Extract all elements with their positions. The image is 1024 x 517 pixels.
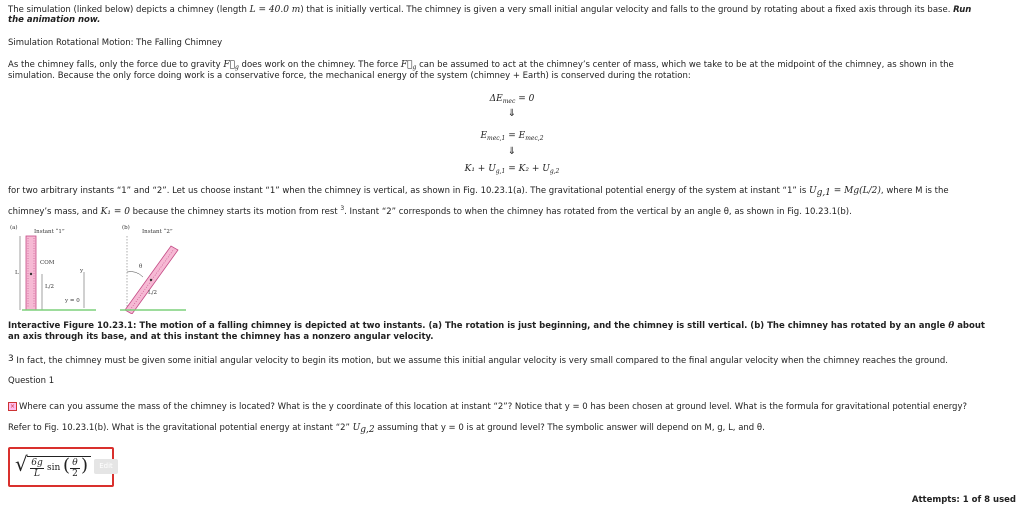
fig-b-label: (b) xyxy=(122,225,130,231)
sqrt-icon: √ xyxy=(15,452,28,476)
intro-text: The simulation (linked below) depicts a chimney (length L = 40.0 m) that is initially vertical. The chimney is given a very small initial angular velocity and falls to the ground by rotating about a fixed axis through its base. Run xyxy=(8,5,972,15)
com-point xyxy=(30,273,32,275)
equation-3: $K_1 + U_{g,1} = K_2 + U_{g,2}$ xyxy=(464,164,560,175)
intro-run: the animation now. xyxy=(8,15,101,25)
arrow-1: ⇓ xyxy=(507,108,517,119)
collapse-icon[interactable]: × xyxy=(9,403,16,410)
equation-2: $E_{mec,1} = E_{mec,2}$ xyxy=(480,131,544,142)
fig-a-instant: Instant “1” xyxy=(34,229,65,235)
svg-text:COM: COM xyxy=(40,260,55,266)
svg-text:θ: θ xyxy=(139,264,143,270)
simulation-link[interactable]: Simulation Rotational Motion: The Falling Chimney xyxy=(8,38,223,48)
svg-text:L: L xyxy=(15,270,19,276)
para-line-2: simulation. Because the only force doing work is a conservative force, the mechanical energy of the system (chimney + Earth) is conserved during the rotation: xyxy=(8,71,691,81)
question-line-2: Refer to Fig. 10.23.1(b). What is the gravitational potential energy at instant “2” $U_{g,2}$ assuming that y = 0 is at ground level? The symbolic answer will depend on M, g, L, and θ. xyxy=(8,423,765,435)
answer-box[interactable]: √ 6g L sin ( θ 2 ) Edit xyxy=(8,447,114,487)
para2-line-2: chimney’s mass, and K₁ = 0 because the chimney starts its motion from rest $^3$. Instant “2” corresponds to when the chimney has rotated from the vertical by an angle θ, as shown in Fig. 10.23.1(b). xyxy=(8,205,852,217)
fig-b-instant: Instant “2” xyxy=(142,229,173,235)
figure-caption-2: an axis through its base, and at this instant the chimney has a nonzero angular velocity. xyxy=(8,332,434,342)
figure-caption: Interactive Figure 10.23.1: The motion of a falling chimney is depicted at two instants. (a) The rotation is just beginning, and the chimney is still vertical. (b) The chimney has rotated by an angle θ about xyxy=(8,321,985,331)
equation-1: $\Delta E_{mec} = 0$ xyxy=(489,94,535,105)
svg-text:y = 0: y = 0 xyxy=(65,298,80,304)
footnote: $^3$ In fact, the chimney must be given some initial angular velocity to begin its motion, but we assume this initial angular velocity is very small compared to the final angular velocity when the chimney reaches the ground. xyxy=(8,354,948,366)
question-title: Question 1 xyxy=(8,376,55,386)
svg-text:L/2: L/2 xyxy=(45,284,55,290)
para2-line-1: for two arbitrary instants “1” and “2”. Let us choose instant “1” when the chimney is vertical, as shown in Fig. 10.23.1(a). The gravitational potential energy of the system at instant “1” is $U_{g,1} = Mg(L/2)$, where M is the xyxy=(8,186,949,198)
question-line-1: × Where can you assume the mass of the chimney is located? What is the y coordinate of this location at instant “2”? Notice that y = 0 has been chosen at ground level. What is the formula for gravitational potential energy? xyxy=(9,402,967,412)
edit-button[interactable]: Edit xyxy=(94,459,118,474)
attempts-counter: Attempts: 1 of 8 used xyxy=(911,495,1016,505)
svg-text:L/2: L/2 xyxy=(148,290,158,296)
chimney-figure xyxy=(8,222,188,314)
para-line-1: As the chimney falls, only the force due to gravity $F⃗_g$ does work on the chimney. The force $F⃗_g$ can be assumed to act at the chimney’s center of mass, which we take to be at the midpoint of the chimney, as shown in the xyxy=(8,60,954,71)
fig-a-label: (a) xyxy=(10,225,18,231)
svg-text:y: y xyxy=(80,268,84,274)
arrow-2: ⇓ xyxy=(507,146,517,157)
